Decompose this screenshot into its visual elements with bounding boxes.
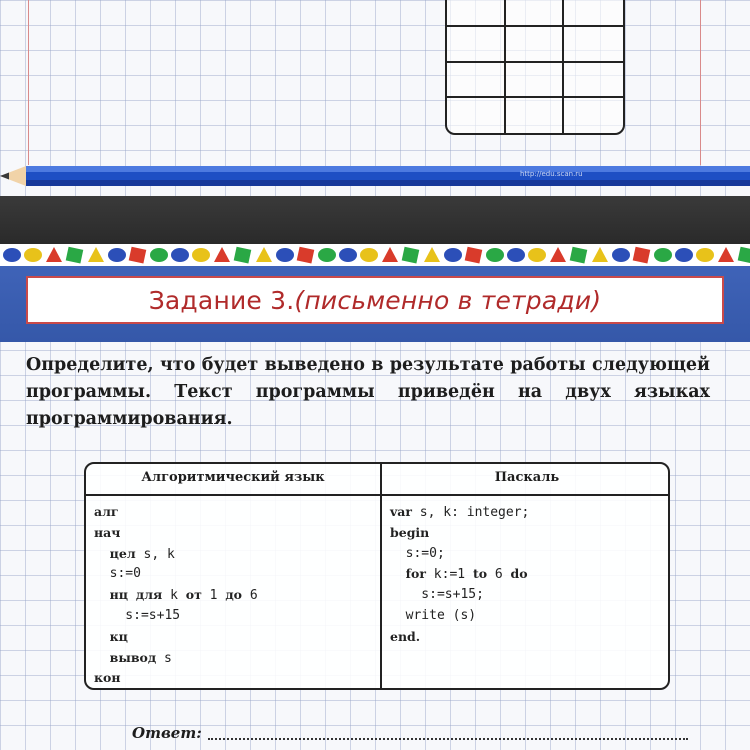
decorative-shapes-strip (0, 244, 750, 266)
code-text (390, 567, 406, 582)
decorative-circle (675, 248, 693, 262)
decorative-triangle (592, 247, 608, 262)
decorative-triangle (214, 247, 230, 262)
decorative-circle (318, 248, 336, 262)
code-keyword: для (135, 587, 163, 603)
decorative-circle (171, 248, 189, 262)
code-text: s:=0 (94, 566, 141, 582)
code-line (390, 502, 529, 523)
code-keyword: от (185, 587, 202, 603)
code-keyword: кц (109, 628, 128, 644)
code-text: k (162, 588, 186, 604)
code-line (390, 544, 529, 565)
code-line (390, 523, 529, 544)
decorative-square (633, 247, 651, 264)
code-line (94, 585, 258, 606)
decorative-circle (528, 248, 546, 262)
table-divider (86, 494, 668, 496)
column-header-pascal: Паскаль (494, 470, 560, 485)
decorative-circle (24, 248, 42, 262)
column-header-algorithmic: Алгоритмический язык (141, 470, 325, 485)
code-line (94, 668, 258, 689)
decorative-square (570, 247, 588, 264)
code-pascal (390, 502, 529, 648)
chalkboard-band (0, 196, 750, 244)
notebook-page-top (0, 0, 750, 165)
task-title-note: (письменно в тетради) (294, 285, 602, 315)
grid-cell (447, 0, 506, 27)
code-text (94, 547, 110, 562)
code-line (94, 564, 258, 585)
decorative-square (129, 247, 147, 264)
code-text: 1 (201, 588, 226, 604)
code-algorithmic (94, 502, 258, 689)
code-text: s, k (135, 546, 175, 562)
code-text: 6 (487, 567, 511, 583)
answer-blank-line[interactable] (208, 738, 688, 740)
code-text: 6 (242, 588, 258, 604)
decorative-circle (3, 248, 21, 262)
code-text: s:=s+15 (94, 607, 181, 623)
decorative-circle (654, 248, 672, 262)
code-text (94, 630, 110, 645)
program-code-table (84, 462, 670, 690)
code-line (390, 585, 529, 606)
grid-cell (564, 63, 623, 98)
code-line (94, 544, 258, 565)
grid-cell (564, 27, 623, 62)
code-text (94, 651, 110, 666)
code-keyword: to (472, 566, 488, 582)
decorative-square (297, 247, 315, 264)
decorative-circle (108, 248, 126, 262)
decorative-circle (276, 248, 294, 262)
code-text: s, k: integer; (411, 505, 530, 520)
decorative-triangle (382, 247, 398, 262)
decorative-square (738, 247, 750, 264)
margin-line (700, 0, 701, 165)
grid-cell (564, 98, 623, 133)
code-keyword: кон (94, 670, 121, 686)
grid-cell (506, 0, 565, 27)
decorative-square (465, 247, 483, 264)
task-statement: Определите, что будет выведено в результате работы следующей программы. Текст программы приведён на двух языках программирования. (26, 355, 710, 429)
code-line (390, 606, 529, 627)
grid-cell (506, 27, 565, 62)
decorative-triangle (256, 247, 272, 262)
code-keyword: do (510, 566, 528, 582)
decorative-circle (339, 248, 357, 262)
decorative-square (402, 247, 420, 264)
decorative-circle (444, 248, 462, 262)
decorative-square (66, 247, 84, 264)
code-keyword: нач (94, 524, 121, 540)
code-text: s:=s+15; (390, 587, 484, 603)
code-text (94, 588, 110, 603)
decorative-circle (192, 248, 210, 262)
code-line (94, 648, 258, 669)
code-text: write (s) (390, 607, 477, 623)
code-keyword: алг (94, 504, 119, 519)
grid-cell (447, 27, 506, 62)
task-title-box (26, 276, 724, 324)
decorative-circle (507, 248, 525, 262)
watermark-text: http://edu.scan.ru (520, 170, 583, 178)
grid-cell (506, 63, 565, 98)
margin-line (28, 0, 29, 165)
table-divider (380, 464, 382, 688)
code-keyword: цел (109, 545, 136, 561)
decorative-triangle (550, 247, 566, 262)
code-text: s:=0; (390, 545, 445, 561)
code-keyword: begin (390, 524, 430, 540)
code-text: s (156, 650, 172, 666)
code-line (94, 523, 258, 544)
code-line (94, 502, 258, 523)
code-keyword: вывод (109, 649, 157, 665)
answer-label: Ответ: (132, 724, 202, 742)
decorative-circle (612, 248, 630, 262)
code-keyword: end. (390, 628, 421, 644)
task-title (28, 278, 722, 322)
code-keyword: var (390, 504, 412, 519)
decorative-circle (360, 248, 378, 262)
decorative-triangle (46, 247, 62, 262)
grid-cell (506, 98, 565, 133)
decorative-triangle (718, 247, 734, 262)
task-title-number: Задание 3. (148, 285, 295, 315)
decorative-triangle (88, 247, 104, 262)
pencil-illustration (0, 164, 750, 188)
code-keyword: до (225, 587, 242, 603)
grid-cell (447, 98, 506, 133)
drawn-grid (445, 0, 625, 135)
decorative-circle (486, 248, 504, 262)
code-keyword: нц (109, 587, 129, 603)
grid-cell (447, 63, 506, 98)
code-line (94, 606, 258, 627)
grid-cell (564, 0, 623, 27)
decorative-circle (696, 248, 714, 262)
code-text: k:=1 (425, 567, 473, 583)
decorative-square (234, 247, 252, 264)
code-text (128, 588, 136, 603)
code-keyword: for (405, 566, 426, 582)
decorative-circle (150, 248, 168, 262)
code-line (390, 627, 529, 648)
decorative-triangle (424, 247, 440, 262)
code-line (94, 627, 258, 648)
code-line (390, 564, 529, 585)
